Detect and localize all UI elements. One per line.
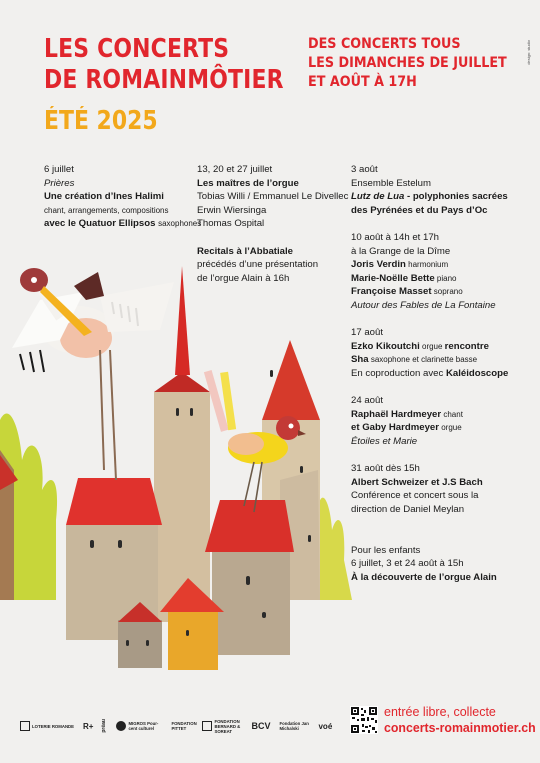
performer-role: orgue — [438, 423, 462, 433]
event-headline: Albert Schweizer et J.S Bach — [351, 476, 483, 488]
event-date: 24 août — [351, 395, 384, 407]
title-line-2: DE ROMAINMÔTIER — [44, 65, 284, 95]
event-headline: À la découverte de l’orgue Alain — [351, 571, 497, 583]
event-headline: Une création d’Ines Halimi — [44, 191, 164, 203]
performer-role: saxophone et clarinette basse — [368, 355, 478, 365]
performer: et Gaby Hardmeyer — [351, 422, 439, 434]
performer-role: harmonium — [405, 260, 449, 270]
qr-code-icon[interactable] — [350, 706, 378, 734]
event-detail: direction de Daniel Meylan — [351, 503, 465, 515]
papercraft-village-illustration — [0, 250, 352, 700]
sponsor-mark-icon — [202, 721, 212, 731]
performer: Raphaël Hardmeyer — [351, 408, 442, 420]
program-title: Étoiles et Marie — [351, 435, 418, 447]
free-entry-note: entrée libre, collecte — [384, 705, 496, 719]
kids-label: Pour les enfants — [351, 544, 421, 556]
performer: Tobias Willi / Emmanuel Le Divellec — [197, 191, 349, 203]
program-column-3 — [351, 163, 508, 584]
tagline-line-1: DES CONCERTS TOUS — [308, 36, 461, 52]
sponsor-logo: FONDATION BERNARD & SOREAT — [202, 719, 242, 734]
recital-detail: précédés d’une présentation — [197, 259, 319, 271]
performer: Sha — [351, 354, 369, 366]
event-date: 3 août — [351, 164, 378, 175]
event-date: 13, 20 et 27 juillet — [197, 164, 273, 175]
event-detail: Conférence et concert sous la — [351, 490, 479, 502]
tagline-line-2: LES DIMANCHES DE JUILLET — [308, 55, 507, 71]
poster-title — [44, 34, 284, 96]
sponsor-logo: voé — [318, 721, 333, 731]
season-label: ÉTÉ 2025 — [44, 106, 158, 136]
event-date: 6 juillet, 3 et 24 août à 15h — [351, 558, 464, 570]
sponsor-logo: LOTERIE ROMANDE — [20, 721, 74, 731]
performer: Ezko Kikoutchi — [351, 340, 420, 352]
ensemble-name: avec le Quatuor Ellipsos — [44, 218, 156, 230]
sponsor-logo: BCV — [251, 720, 271, 731]
program-title: Autour des Fables de La Fontaine — [351, 299, 496, 311]
performer: Erwin Wiersinga — [197, 204, 267, 216]
sponsor-logos — [20, 714, 332, 738]
performer: Joris Verdin — [351, 259, 406, 271]
side-credit: design: studio — [526, 40, 531, 65]
coproduction-label: En coproduction avec — [351, 367, 446, 379]
venue: à la Grange de la Dîme — [351, 245, 451, 257]
recital-detail: de l’orgue Alain à 16h — [197, 272, 290, 284]
event-date: 17 août — [351, 327, 384, 339]
performer: Thomas Ospital — [197, 218, 265, 230]
sponsor-logo: R+ — [83, 721, 94, 731]
ensemble-role: saxophones — [158, 219, 202, 229]
ensemble-name: Ensemble Estelum — [351, 177, 431, 189]
sponsor-logo: préau — [101, 719, 108, 733]
event-date: 31 août dès 15h — [351, 463, 420, 475]
tagline-line-3: ET AOÛT À 17H — [308, 74, 417, 90]
event-title: Prières — [44, 177, 75, 189]
sponsor-logo: Fondation Jan Michalski — [279, 721, 309, 731]
title-line-1: LES CONCERTS — [44, 34, 230, 64]
performer-role: orgue — [419, 341, 445, 351]
sponsor-mark-icon — [20, 721, 30, 731]
event-headline: Les maîtres de l’orgue — [197, 177, 299, 189]
recital-heading: Recitals à l’Abbatiale — [197, 245, 293, 257]
event-roles: chant, arrangements, compositions — [44, 205, 169, 215]
event-date: 10 août à 14h et 17h — [351, 231, 440, 243]
partner-name: Kaléidoscope — [445, 367, 509, 379]
program-subtitle: des Pyrénées et du Pays d’Oc — [351, 204, 488, 216]
program-subtitle: - polyphonies sacrées — [404, 191, 508, 203]
sponsor-logo: FONDATION PITTET — [171, 721, 197, 731]
performer: Françoise Masset — [351, 286, 432, 298]
schedule-tagline — [308, 35, 507, 92]
performer-role: soprano — [431, 287, 463, 297]
sponsor-mark-icon — [116, 721, 126, 731]
performer: Marie-Noëlle Bette — [351, 272, 435, 284]
program-title: Lutz de Lua — [351, 191, 405, 203]
sponsor-logo: MIGROS Pour-cent culturel — [116, 721, 162, 731]
performer-role: chant — [441, 409, 463, 419]
program-column-1 — [44, 163, 201, 231]
website-link[interactable]: concerts-romainmotier.ch — [384, 720, 536, 735]
meeting-label: rencontre — [444, 340, 489, 352]
performer-role: piano — [434, 273, 457, 283]
event-date: 6 juillet — [44, 164, 74, 175]
